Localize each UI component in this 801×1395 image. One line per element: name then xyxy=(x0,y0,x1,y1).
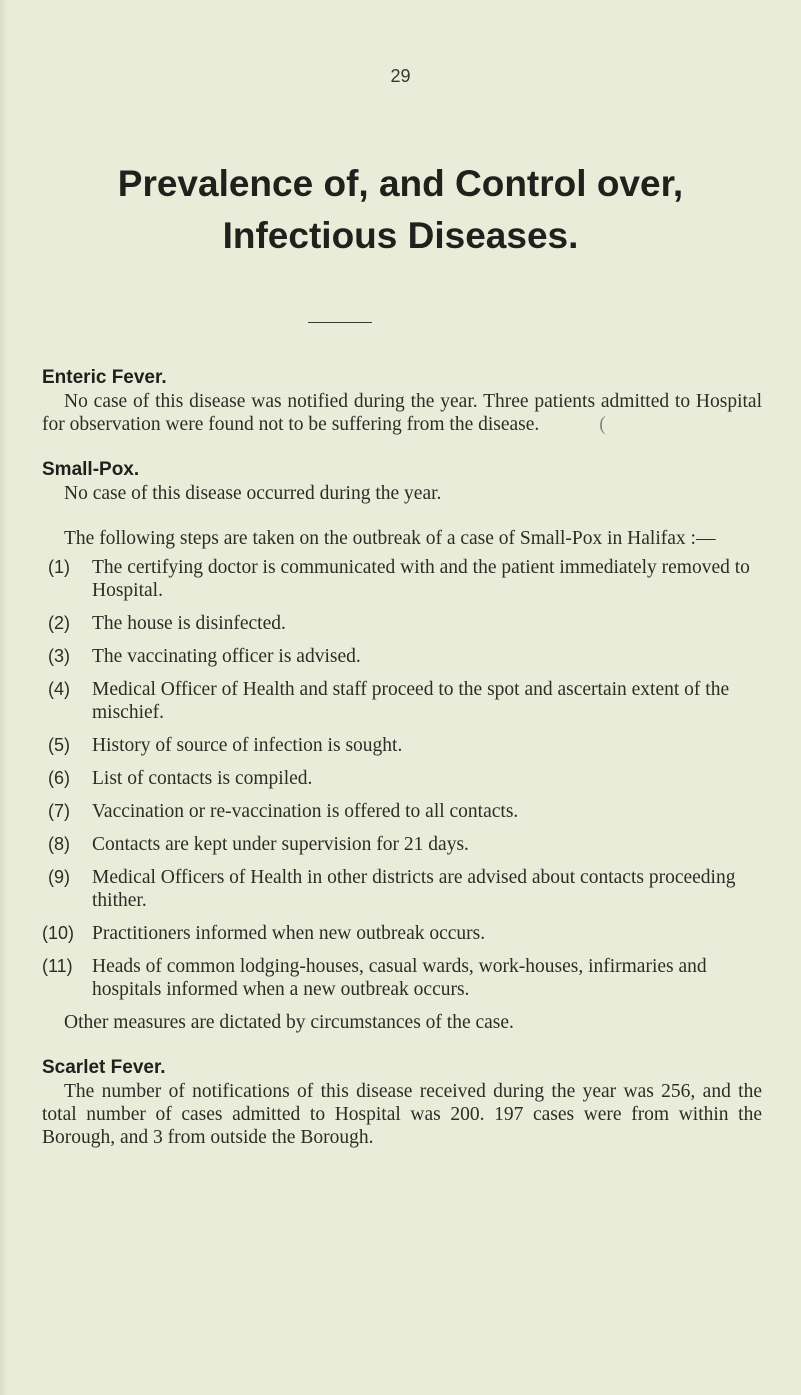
list-item xyxy=(42,955,762,1001)
step-text: Heads of common lodging-houses, casual wards, work-houses, infirmaries and hospitals informed when a new outbreak occurs. xyxy=(92,956,707,1000)
step-text: Practitioners informed when new outbreak occurs. xyxy=(92,923,486,944)
list-item xyxy=(42,767,762,790)
list-item xyxy=(42,612,762,635)
section-enteric-fever xyxy=(42,366,762,436)
paragraph-small-pox-closing: Other measures are dictated by circumstances of the case. xyxy=(64,1012,514,1033)
step-text: Vaccination or re-vaccination is offered to all contacts. xyxy=(92,801,519,822)
heading-small-pox: Small-Pox. xyxy=(42,459,140,480)
step-text: History of source of infection is sought. xyxy=(92,735,403,756)
step-number: (2) xyxy=(48,613,70,633)
section-scarlet-fever xyxy=(42,1056,762,1149)
step-number: (3) xyxy=(48,646,70,666)
page-title-line-1: Prevalence of, and Control over, xyxy=(117,163,684,204)
list-item xyxy=(42,556,762,602)
list-item xyxy=(42,678,762,724)
page-title xyxy=(0,158,801,262)
step-text: Medical Officer of Health and staff proceed to the spot and ascertain extent of the mischief. xyxy=(92,679,730,723)
step-number: (10) xyxy=(42,923,75,943)
step-number: (4) xyxy=(48,679,70,699)
paragraph-scarlet-fever: The number of notifications of this disease received during the year was 256, and the total number of cases admitted to Hospital was 200. 197 cases were from within the Borough, and 3 from outside the Borough. xyxy=(42,1081,762,1148)
list-item xyxy=(42,734,762,757)
heading-scarlet-fever: Scarlet Fever. xyxy=(42,1057,166,1078)
list-item xyxy=(42,922,762,945)
paragraph-enteric-fever xyxy=(42,390,762,436)
heading-enteric-fever: Enteric Fever. xyxy=(42,367,167,388)
step-number: (9) xyxy=(48,867,70,887)
step-text: Contacts are kept under supervision for 21 days. xyxy=(92,834,469,855)
step-number: (1) xyxy=(48,557,70,577)
step-number: (5) xyxy=(48,735,70,755)
list-item xyxy=(42,800,762,823)
page-title-line-2: Infectious Diseases. xyxy=(222,215,579,256)
small-pox-steps-list xyxy=(42,556,762,1001)
step-number: (7) xyxy=(48,801,70,821)
document-body xyxy=(42,366,762,1171)
step-number: (11) xyxy=(42,956,73,976)
section-small-pox xyxy=(42,458,762,1034)
list-item xyxy=(42,866,762,912)
paragraph-enteric-fever-text: No case of this disease was notified during the year. Three patients admitted to Hospital for observation were found not to be suffering from the disease. xyxy=(42,391,762,435)
step-text: The vaccinating officer is advised. xyxy=(92,646,361,667)
step-text: List of contacts is compiled. xyxy=(92,768,313,789)
page-number: 29 xyxy=(390,66,411,86)
step-text: Medical Officers of Health in other districts are advised about contacts proceeding thither. xyxy=(92,867,736,911)
step-number: (8) xyxy=(48,834,70,854)
paragraph-small-pox-intro: The following steps are taken on the outbreak of a case of Small-Pox in Halifax :— xyxy=(64,528,716,549)
section-divider xyxy=(308,322,372,323)
list-item xyxy=(42,645,762,668)
step-text: The certifying doctor is communicated with and the patient immediately removed to Hospital. xyxy=(92,557,750,601)
paragraph-small-pox: No case of this disease occurred during the year. xyxy=(64,483,442,504)
list-item xyxy=(42,833,762,856)
stray-mark: ( xyxy=(599,414,606,435)
step-text: The house is disinfected. xyxy=(92,613,286,634)
step-number: (6) xyxy=(48,768,70,788)
